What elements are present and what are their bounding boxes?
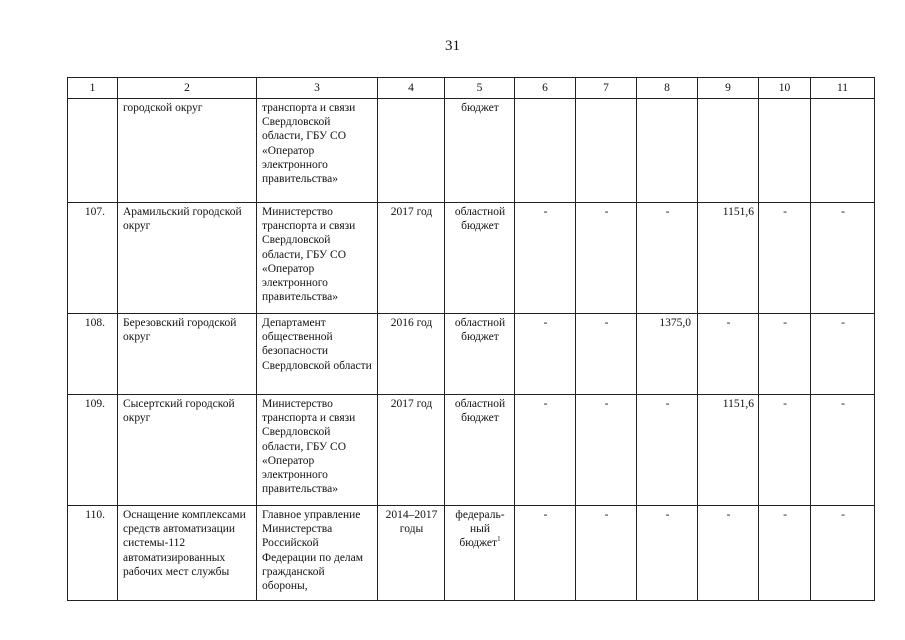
funding-source-cell xyxy=(445,506,515,601)
row-number: 107. xyxy=(68,203,118,314)
column-header-5: 5 xyxy=(445,78,515,99)
executor-cell: транспорта и связи Свердловской области, ГБУ СО «Оператор электронного правительства» xyxy=(257,99,378,203)
funding-source-cell: областной бюджет xyxy=(445,203,515,314)
funding-source-text: федераль-ный бюджет xyxy=(455,509,505,550)
column-header-11: 11 xyxy=(811,78,875,99)
row-number: 110. xyxy=(68,506,118,601)
value-cell-6 xyxy=(515,99,576,203)
value-cell-9: 1151,6 xyxy=(698,203,759,314)
executor-cell: Министерство транспорта и связи Свердловской области, ГБУ СО «Оператор электронного правительства» xyxy=(257,395,378,506)
value-cell-8: - xyxy=(637,203,698,314)
row-number: 109. xyxy=(68,395,118,506)
value-cell-6: - xyxy=(515,314,576,395)
funding-source-cell: бюджет xyxy=(445,99,515,203)
period-cell: 2017 год xyxy=(378,395,445,506)
value-cell-9: - xyxy=(698,506,759,601)
value-cell-10: - xyxy=(759,395,811,506)
page-number: 31 xyxy=(445,38,460,54)
value-cell-11: - xyxy=(811,203,875,314)
value-cell-10: - xyxy=(759,506,811,601)
value-cell-10: - xyxy=(759,203,811,314)
value-cell-7: - xyxy=(576,203,637,314)
value-cell-8 xyxy=(637,99,698,203)
value-cell-8: - xyxy=(637,395,698,506)
municipality-cell: городской округ xyxy=(118,99,257,203)
column-header-10: 10 xyxy=(759,78,811,99)
measure-cell: Оснащение комплексами средств автоматизации системы-112 автоматизированных рабочих мест службы xyxy=(118,506,257,601)
value-cell-11: - xyxy=(811,314,875,395)
value-cell-9 xyxy=(698,99,759,203)
period-cell: 2016 год xyxy=(378,314,445,395)
municipality-cell: Березовский городской округ xyxy=(118,314,257,395)
value-cell-11: - xyxy=(811,506,875,601)
value-cell-6: - xyxy=(515,203,576,314)
column-header-3: 3 xyxy=(257,78,378,99)
value-cell-6: - xyxy=(515,395,576,506)
value-cell-7 xyxy=(576,99,637,203)
column-header-6: 6 xyxy=(515,78,576,99)
executor-cell: Главное управление Министерства Российской Федерации по делам гражданской обороны, xyxy=(257,506,378,601)
table-row xyxy=(68,203,875,314)
value-cell-9: 1151,6 xyxy=(698,395,759,506)
column-header-2: 2 xyxy=(118,78,257,99)
value-cell-7: - xyxy=(576,506,637,601)
column-header-1: 1 xyxy=(68,78,118,99)
funding-source-cell: областной бюджет xyxy=(445,314,515,395)
table-header-row xyxy=(68,78,875,99)
table-row xyxy=(68,506,875,601)
column-header-9: 9 xyxy=(698,78,759,99)
row-number: 108. xyxy=(68,314,118,395)
program-table xyxy=(67,77,875,601)
table-row xyxy=(68,99,875,203)
period-cell xyxy=(378,99,445,203)
table-row xyxy=(68,395,875,506)
value-cell-11: - xyxy=(811,395,875,506)
executor-cell: Департамент общественной безопасности Свердловской области xyxy=(257,314,378,395)
table-row xyxy=(68,314,875,395)
footnote-marker: 1 xyxy=(497,535,501,544)
row-number xyxy=(68,99,118,203)
executor-cell: Министерство транспорта и связи Свердловской области, ГБУ СО «Оператор электронного правительства» xyxy=(257,203,378,314)
value-cell-8: 1375,0 xyxy=(637,314,698,395)
column-header-7: 7 xyxy=(576,78,637,99)
value-cell-11 xyxy=(811,99,875,203)
value-cell-8: - xyxy=(637,506,698,601)
column-header-8: 8 xyxy=(637,78,698,99)
municipality-cell: Арамильский городской округ xyxy=(118,203,257,314)
value-cell-7: - xyxy=(576,395,637,506)
value-cell-10: - xyxy=(759,314,811,395)
value-cell-9: - xyxy=(698,314,759,395)
period-cell: 2017 год xyxy=(378,203,445,314)
municipality-cell: Сысертский городской округ xyxy=(118,395,257,506)
funding-source-cell: областной бюджет xyxy=(445,395,515,506)
value-cell-10 xyxy=(759,99,811,203)
value-cell-7: - xyxy=(576,314,637,395)
value-cell-6: - xyxy=(515,506,576,601)
period-cell: 2014–2017 годы xyxy=(378,506,445,601)
column-header-4: 4 xyxy=(378,78,445,99)
